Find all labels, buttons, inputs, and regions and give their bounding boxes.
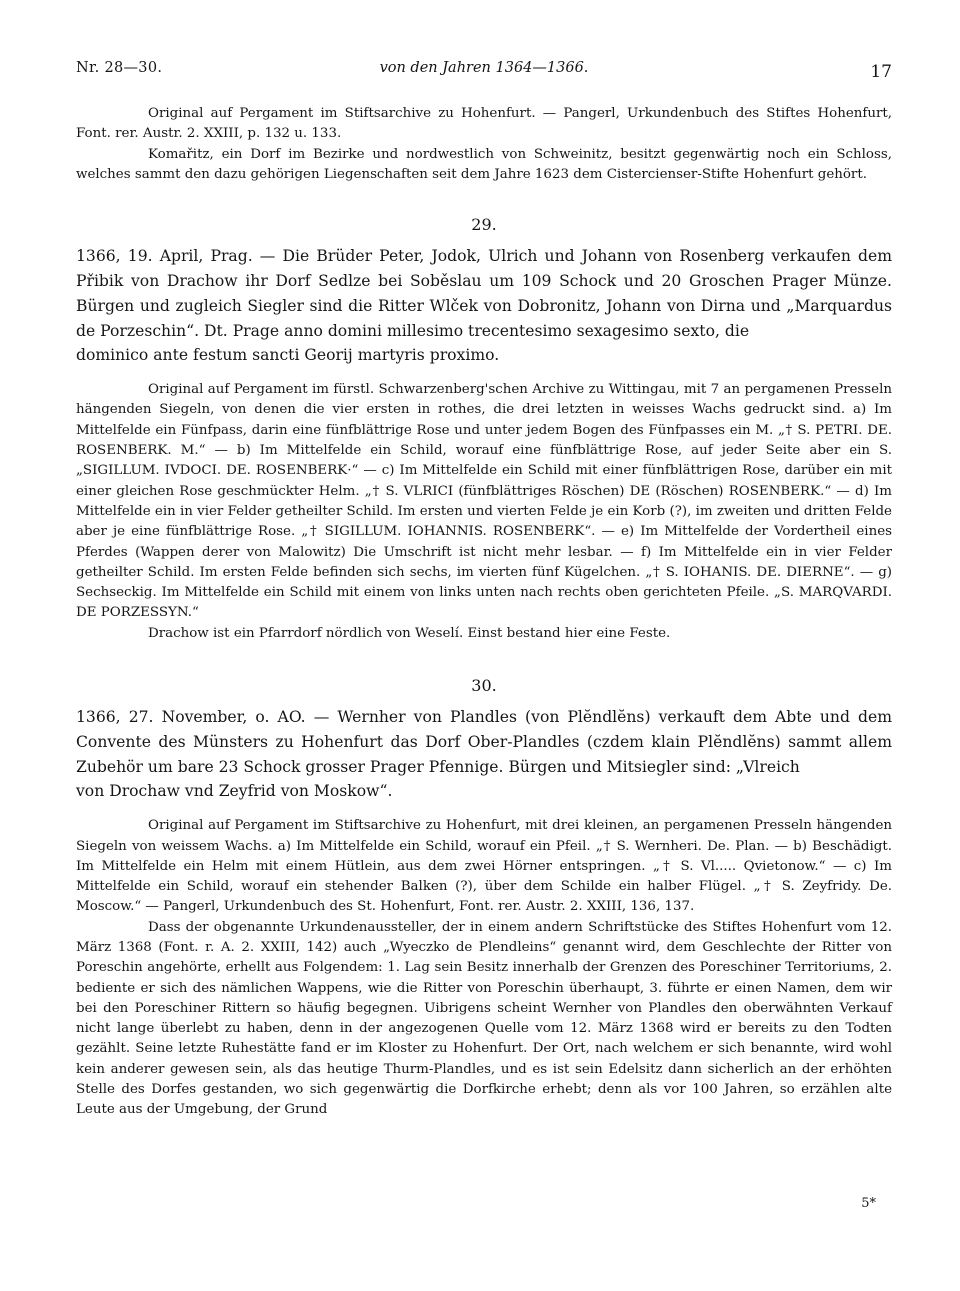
document-number-30: 30. bbox=[471, 676, 497, 696]
doc30-regest-witnesses: von Drochaw vnd Zeyfrid von Moskow“. bbox=[76, 782, 393, 801]
doc29-regest-date: dominico ante festum sancti Georij martyris proximo. bbox=[76, 346, 500, 365]
doc29-source-description: Original auf Pergament im fürstl. Schwarzenberg'schen Archive zu Wittingau, mit 7 an pergamenen Presseln hängenden Siegeln, von denen die vier ersten in rothes, die drei letzten in weisses Wachs gedruckt sind. a) Im Mittelfelde ein Fünfpass, darin eine fünfblättrige Rose und unter jedem Bogen des Fünfpasses ein M. „† S. PETRI. DE. ROSENBERK. M.“ — b) Im Mittelfelde ein Schild, worauf eine fünfblättrige Rose, auf jeder Seite aber ein S. „SIGILLUM. IVDOCI. DE. ROSENBERK·“ — c) Im Mittelfelde ein Schild mit einer fünfblättrigen Rose, darüber ein mit einer gleichen Rose geschmückter Helm. „† S. VLRICI (fünfblättriges Röschen) DE (Röschen) ROSENBERK.“ — d) Im Mittelfelde ein in vier Felder getheilter Schild. Im ersten und vierten Felde je ein Korb (?), im zweiten und dritten Felde aber je eine fünfblättrige Rose. „† SIGILLUM. IOHANNIS. ROSENBERK“. — e) Im Mittelfelde der Vordertheil eines Pferdes (Wappen derer von Malowitz) Die Umschrift ist nicht mehr lesbar. — f) Im Mittelfelde ein in vier Felder getheilter Schild. Im ersten Felde befinden sich sechs, im vierten fünf Kügelchen. „† S. IOHANIS. DE. DIERNE“. — g) Sechseckig. Im Mittelfelde ein Schild mit einem von links unten nach rechts oben gerichteten Pfeile. „S. MARQVARDI. DE PORZESSYN.“ bbox=[76, 382, 892, 621]
doc30-regest: 1366, 27. November, o. AO. — Wernher von Plandles (von Plĕndlĕns) verkauft dem Abte und dem Convente des Münsters zu Hohenfurt das Dorf Ober-Plandles (czdem klain Plĕndlĕns) sammt allem Zubehör um bare 23 Schock grosser Prager Pfennige. Bürgen und Mitsiegler sind: „Vlreich bbox=[76, 708, 892, 776]
doc30-source-description: Original auf Pergament im Stiftsarchive zu Hohenfurt, mit drei kleinen, an pergamenen Presseln hängenden Siegeln von weissem Wachs. a) Im Mittelfelde ein Schild, worauf ein Pfeil. „† S. Wernheri. De. Plan. — b) Beschädigt. Im Mittelfelde ein Helm mit einem Hütlein, aus dem zwei Hörner entspringen. „† S. Vl..... Qvietonow.“ — c) Im Mittelfelde ein Schild, worauf ein stehender Balken (?), über dem Schilde ein halber Flügel. „† S. Zeyfridy. De. Moscow.“ — Pangerl, Urkundenbuch des St. Hohenfurt, Font. rer. Austr. 2. XXIII, 136, 137. bbox=[76, 818, 892, 915]
header-title: von den Jahren 1364—1366. bbox=[379, 60, 589, 76]
header-document-range: Nr. 28—30. bbox=[76, 60, 163, 76]
intro-source-note: Original auf Pergament im Stiftsarchive zu Hohenfurt. — Pangerl, Urkundenbuch des Stiftes Hohenfurt, Font. rer. Austr. 2. XXIII, p. 132 u. 133. bbox=[76, 106, 892, 142]
running-header bbox=[76, 58, 892, 84]
doc29-commentary: Drachow ist ein Pfarrdorf nördlich von Weselí. Einst bestand hier eine Feste. bbox=[148, 625, 671, 641]
printer-signature-mark: 5* bbox=[861, 1196, 876, 1211]
intro-commentary: Komařitz, ein Dorf im Bezirke und nordwestlich von Schweinitz, besitzt gegenwärtig noch ein Schloss, welches sammt den dazu gehörigen Liegenschaften seit dem Jahre 1623 dem Cistercienser-Stifte Hohenfurt gehört. bbox=[76, 146, 892, 182]
page-number: 17 bbox=[870, 62, 892, 82]
doc30-commentary: Dass der obgenannte Urkundenaussteller, der in einem andern Schriftstücke des Stiftes Hohenfurt vom 12. März 1368 (Font. r. A. 2. XXIII, 142) auch „Wyeczko de Plendleins“ genannt wird, dem Geschlechte der Ritter von Poreschin angehörte, erhellt aus Folgendem: 1. Lag sein Besitz innerhalb der Grenzen des Poreschiner Territoriums, 2. bediente er sich des nämlichen Wappens, wie die Ritter von Poreschin überhaupt, 3. führte er einen Namen, dem wir bei den Poreschiner Rittern so häufig begegnen. Uibrigens scheint Wernher von Plandles den oberwähnten Verkauf nicht lange überlebt zu haben, denn in der angezogenen Quelle vom 12. März 1368 wird er bereits zu den Todten gezählt. Seine letzte Ruhestätte fand er im Kloster zu Hohenfurt. Der Ort, nach welchem er sich benannte, wird wohl kein anderer gewesen sein, als das heutige Thurm-Plandles, und es ist sein Edelsitz dann sicherlich an der erhöhten Stelle des Dorfes gestanden, wo sich gegenwärtig die Dorfkirche erhebt; denn als vor 100 Jahren, so erzählen alte Leute aus der Umgebung, der Grund bbox=[76, 919, 892, 1118]
document-number-29: 29. bbox=[471, 215, 497, 235]
document-page bbox=[76, 58, 892, 1121]
doc29-regest: 1366, 19. April, Prag. — Die Brüder Peter, Jodok, Ulrich und Johann von Rosenberg verkaufen dem Přibik von Drachow ihr Dorf Sedlze bei Soběslau um 109 Schock und 20 Groschen Prager Münze. Bürgen und zugleich Siegler sind die Ritter Wlček von Dobronitz, Johann von Dirna und „Marquardus de Porzeschin“. Dt. Prage anno domini millesimo trecentesimo sexagesimo sexto, die bbox=[76, 247, 892, 340]
